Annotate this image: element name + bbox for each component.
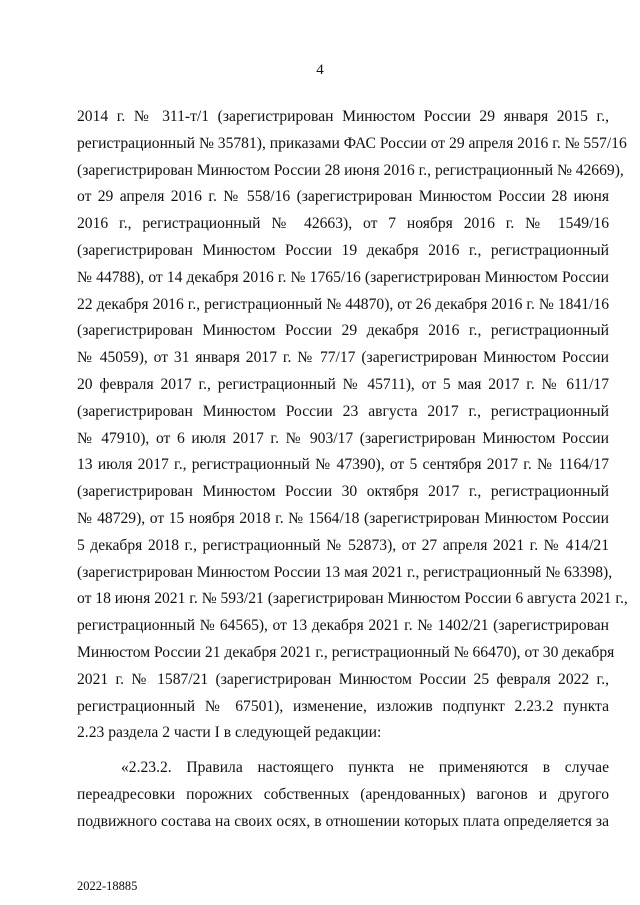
text-line: № 44788), от 14 декабря 2016 г. № 1765/16 (зарегистрирован Минюстом России — [77, 268, 609, 286]
text-line: (зарегистрирован Минюстом России 13 мая 2021 г., регистрационный № 63398), — [77, 563, 613, 581]
text-line: от 29 апреля 2016 г. № 558/16 (зарегистрирован Минюстом России 28 июня — [77, 188, 609, 206]
text-line: (зарегистрирован Минюстом России 30 октября 2017 г., регистрационный — [77, 483, 609, 501]
text-line: № 45059), от 31 января 2017 г. № 77/17 (зарегистрирован Минюстом России — [77, 349, 609, 367]
text-line: регистрационный № 64565), от 13 декабря 2021 г. № 1402/21 (зарегистрирован — [77, 617, 609, 635]
text-line: 2014 г. № 311-т/1 (зарегистрирован Минюстом России 29 января 2015 г., — [77, 108, 609, 125]
text-line: (зарегистрирован Минюстом России 28 июня 2016 г., регистрационный № 42669), — [77, 161, 624, 179]
text-line: Минюстом России 21 декабря 2021 г., регистрационный № 66470), от 30 декабря — [77, 643, 615, 661]
text-line: 13 июля 2017 г., регистрационный № 47390), от 5 сентября 2017 г. № 1164/17 — [77, 456, 609, 474]
text-line: 2021 г. № 1587/21 (зарегистрирован Минюстом России 25 февраля 2022 г., — [77, 670, 609, 688]
document-body — [77, 104, 628, 836]
text-line: (зарегистрирован Минюстом России 23 августа 2017 г., регистрационный — [77, 402, 609, 420]
paragraph-spacer — [77, 747, 609, 755]
text-line: «2.23.2. Правила настоящего пункта не применяются в случае — [121, 759, 609, 777]
text-line: 2016 г., регистрационный № 42663), от 7 ноября 2016 г. № 1549/16 — [77, 215, 609, 233]
text-line: регистрационный № 35781), приказами ФАС России от 29 апреля 2016 г. № 557/16 — [77, 134, 627, 152]
text-line: № 48729), от 15 ноября 2018 г. № 1564/18 (зарегистрирован Минюстом России — [77, 509, 609, 527]
text-line: 5 декабря 2018 г., регистрационный № 52873), от 27 апреля 2021 г. № 414/21 — [77, 536, 609, 554]
text-line: 2.23 раздела 2 части I в следующей редакции: — [77, 724, 382, 742]
text-line: 22 декабря 2016 г., регистрационный № 44870), от 26 декабря 2016 г. № 1841/16 — [77, 295, 609, 313]
text-line: регистрационный № 67501), изменение, изложив подпункт 2.23.2 пункта — [77, 697, 609, 715]
document-code: 2022-18885 — [77, 879, 138, 893]
text-line: № 47910), от 6 июля 2017 г. № 903/17 (зарегистрирован Минюстом России — [77, 429, 609, 447]
text-line: (зарегистрирован Минюстом России 19 декабря 2016 г., регистрационный — [77, 241, 609, 259]
page-number: 4 — [316, 62, 324, 78]
text-line: подвижного состава на своих осях, в отношении которых плата определяется за — [77, 812, 609, 830]
text-line: 20 февраля 2017 г., регистрационный № 45711), от 5 мая 2017 г. № 611/17 — [77, 375, 609, 393]
paragraph-quoted-rule — [77, 755, 609, 835]
text-line: переадресовки порожних собственных (арендованных) вагонов и другого — [77, 785, 609, 803]
paragraph-amendment-list — [77, 104, 628, 747]
text-line: от 18 июня 2021 г. № 593/21 (зарегистрирован Минюстом России 6 августа 2021 г., — [77, 590, 628, 608]
text-line: (зарегистрирован Минюстом России 29 декабря 2016 г., регистрационный — [77, 322, 609, 340]
